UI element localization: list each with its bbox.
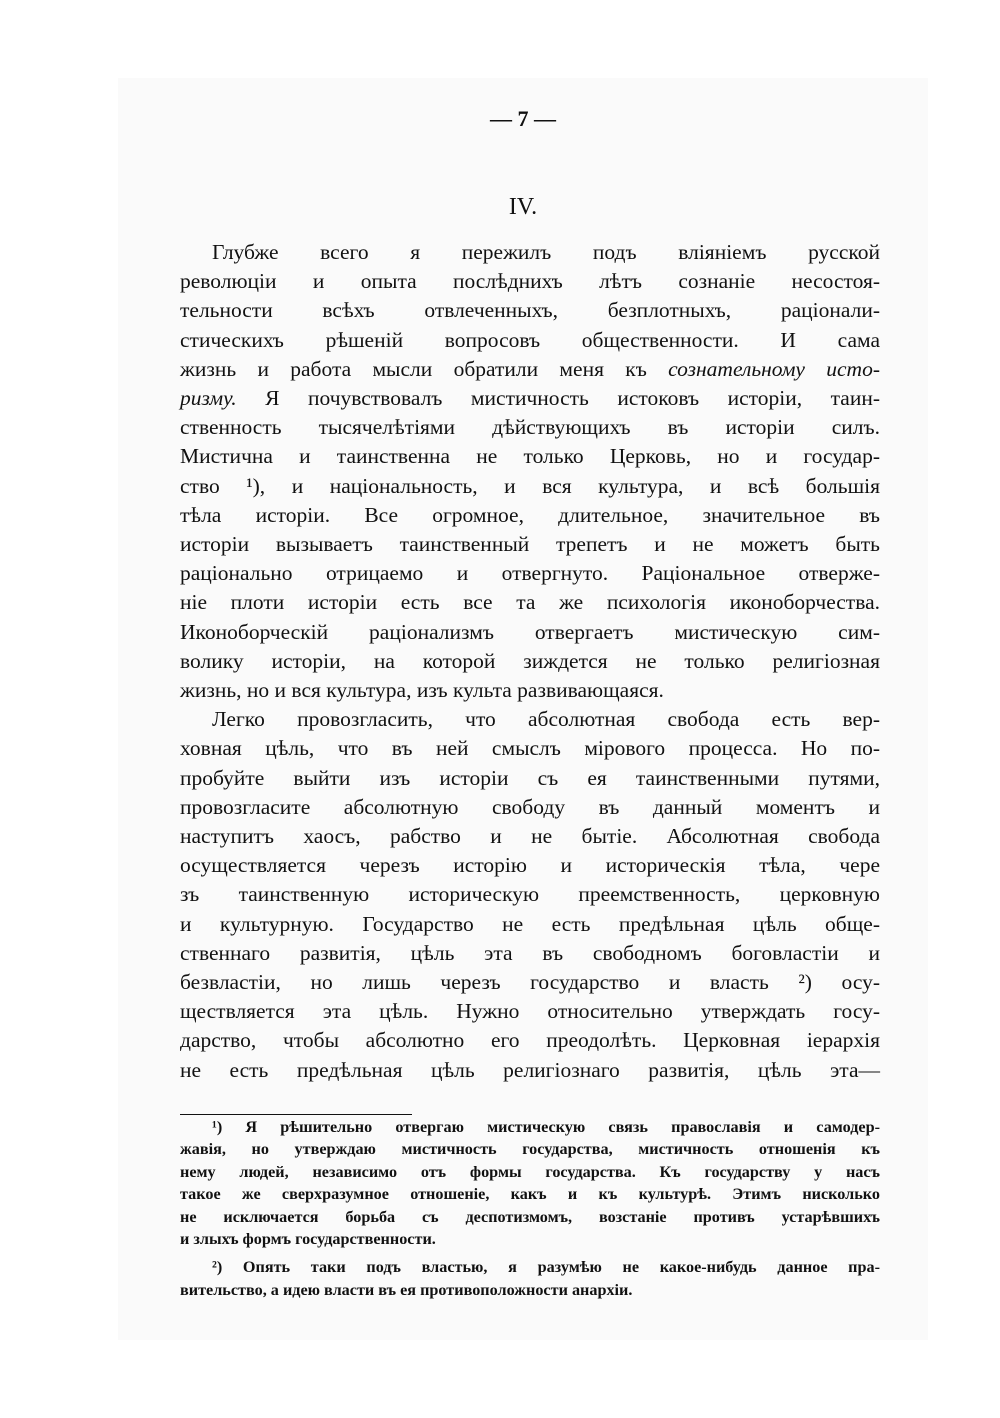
text-line xyxy=(180,355,880,384)
text-line: ществляется эта цѣль. Нужно относительно утверждать госу- xyxy=(180,999,880,1024)
footnote-line: жавія, но утверждаю мистичность государства, мистичность отношенія къ xyxy=(180,1140,880,1159)
text-line: раціонально отрицаемо и отвергнуто. Раціональное отверже- xyxy=(180,561,880,586)
text-line: Иконоборческій раціонализмъ отвергаетъ мистическую сим- xyxy=(180,619,880,644)
text-run: Я почувствовалъ мистичность истоковъ исторіи, таин- xyxy=(236,386,880,411)
emphasized-text: ризму. xyxy=(180,386,237,411)
text-line: жизнь, но и вся культура, изъ культа развивающаяся. xyxy=(180,678,664,703)
text-line xyxy=(180,384,880,413)
text-line: провозгласите абсолютную свободу въ данный моментъ и xyxy=(180,794,880,819)
text-line: стическихъ рѣшеній вопросовъ общественности. И сама xyxy=(180,327,880,352)
footnote-line: и злыхъ формъ государственности. xyxy=(180,1230,436,1249)
text-line: дарство, чтобы абсолютно его преодолѣть. Церковная іерархія xyxy=(180,1028,880,1053)
footnote-line: не исключается борьба съ деспотизмомъ, возстаніе противъ устарѣвшихъ xyxy=(180,1207,880,1226)
text-line: осуществляется черезъ исторію и историческія тѣла, чере xyxy=(180,853,880,878)
text-line: Мистична и таинственна не только Церковь, но и государ- xyxy=(180,444,880,469)
text-line: ственность тысячелѣтіями дѣйствующихъ въ исторіи силъ. xyxy=(180,415,880,440)
text-line: и культурную. Государство не есть предѣльная цѣль обще- xyxy=(180,911,880,936)
text-line: наступитъ хаосъ, рабство и не бытіе. Абсолютная свобода xyxy=(180,824,880,849)
footnote-divider xyxy=(180,1114,412,1115)
text-line: революціи и опыта послѣднихъ лѣтъ сознаніе несостоя- xyxy=(180,269,880,294)
text-line: Легко провозгласить, что абсолютная свобода есть вер- xyxy=(212,707,880,732)
text-line: безвластіи, но лишь черезъ государство и власть ²) осу- xyxy=(180,970,880,995)
footnotes xyxy=(180,1116,880,1301)
page-number: — 7 — xyxy=(490,106,556,131)
text-line: ніе плоти исторіи есть все та же психологія иконоборчества. xyxy=(180,590,880,615)
footnote-line: такое же сверхразумное отношеніе, какъ и къ культурѣ. Этимъ нисколько xyxy=(180,1185,880,1204)
text-line: ство ¹), и національность, и вся культура, и всѣ большія xyxy=(180,473,880,498)
footnote-line: нему людей, независимо отъ формы государства. Къ государству у насъ xyxy=(180,1162,880,1181)
footnote-line: ²) Опять таки подъ властью, я разумѣю не какое-нибудь данное пра- xyxy=(212,1258,880,1277)
paragraph-2 xyxy=(180,705,880,1085)
footnote-1 xyxy=(180,1116,880,1250)
main-text xyxy=(180,238,880,1085)
emphasized-text: сознательному исто- xyxy=(668,356,880,381)
footnote-2 xyxy=(180,1256,880,1301)
text-run: жизнь и работа мысли обратили меня къ xyxy=(180,356,669,381)
text-line: волику исторіи, на которой зиждется не только религіозная xyxy=(180,648,880,673)
text-line: не есть предѣльная цѣль религіознаго развитія, цѣль эта— xyxy=(180,1057,880,1082)
text-line: зъ таинственную историческую преемственность, церковную xyxy=(180,882,880,907)
footnote-line: ¹) Я рѣшительно отвергаю мистическую связь православія и самодер- xyxy=(212,1118,880,1136)
text-line: тѣла исторіи. Все огромное, длительное, значительное въ xyxy=(180,502,880,527)
footnote-line: вительство, а идею власти въ ея противоположности анархіи. xyxy=(180,1280,633,1299)
text-line: пробуйте выйти изъ исторіи съ ея таинственными путями, xyxy=(180,765,880,790)
chapter-heading: IV. xyxy=(508,194,538,220)
text-line: Глубже всего я пережилъ подъ вліяніемъ русской xyxy=(212,240,880,264)
text-line: тельности всѣхъ отвлеченныхъ, безплотныхъ, раціонали- xyxy=(180,298,880,323)
paragraph-1 xyxy=(180,238,880,705)
text-line: ственнаго развитія, цѣль эта въ свободномъ боговластіи и xyxy=(180,940,880,965)
text-line: ховная цѣль, что въ ней смыслъ мірового процесса. Но по- xyxy=(180,736,880,761)
book-page xyxy=(118,78,928,1340)
text-line: исторіи вызываетъ таинственный трепетъ и не можетъ быть xyxy=(180,532,880,557)
